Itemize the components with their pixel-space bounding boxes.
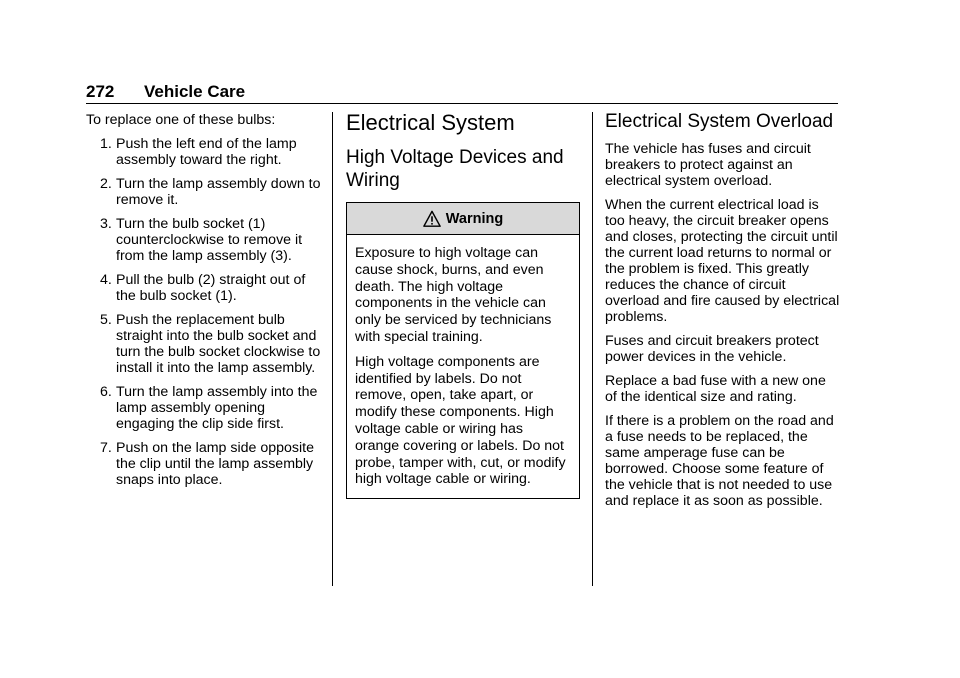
- step-text: Turn the lamp assembly down to remove it.: [116, 176, 321, 208]
- warning-paragraph: High voltage components are identified by labels. Do not remove, open, take apart, or modify these components. High voltage cable or wiring has orange covering or labels. Do not probe, tamper with, cut, or modify high voltage cable or wiring.: [355, 353, 566, 488]
- warning-title: Warning: [445, 210, 504, 227]
- list-item: [86, 384, 326, 432]
- column-divider: [592, 112, 593, 586]
- list-item: [86, 136, 326, 168]
- warning-paragraph: Exposure to high voltage can cause shock, burns, and even death. The high voltage components in the vehicle can only be serviced by technicians with special training.: [355, 245, 552, 345]
- column-bulb-replacement: [86, 112, 326, 496]
- warning-body: [347, 235, 579, 498]
- step-text: Push the left end of the lamp assembly toward the right.: [116, 136, 297, 168]
- subsection-heading: Electrical System Overload: [605, 111, 834, 132]
- step-number: 1.: [100, 136, 112, 152]
- step-text: Push on the lamp side opposite the clip until the lamp assembly snaps into place.: [116, 440, 314, 488]
- steps-list: [86, 136, 326, 488]
- step-text: Pull the bulb (2) straight out of the bulb socket (1).: [116, 272, 306, 304]
- list-item: [86, 176, 326, 208]
- section-heading: Electrical System: [346, 110, 515, 135]
- page-number: 272: [86, 82, 115, 101]
- column-electrical-overload: [605, 110, 841, 517]
- step-number: 2.: [100, 176, 112, 192]
- column-electrical-system: [346, 110, 580, 499]
- warning-header: [347, 203, 579, 235]
- steps-intro: To replace one of these bulbs:: [86, 112, 276, 128]
- step-number: 3.: [100, 216, 112, 232]
- list-item: [86, 312, 326, 376]
- list-item: [86, 216, 326, 264]
- section-title: Vehicle Care: [144, 82, 246, 101]
- body-paragraph: If there is a problem on the road and a fuse needs to be replaced, the same amperage fuse can be borrowed. Choose some feature of the vehicle that is not needed to use and replace it as soon as possible.: [605, 413, 834, 509]
- body-paragraph: Fuses and circuit breakers protect power devices in the vehicle.: [605, 333, 819, 365]
- step-text: Turn the lamp assembly into the lamp assembly opening engaging the clip side first.: [116, 384, 318, 432]
- step-number: 7.: [100, 440, 112, 456]
- step-text: Turn the bulb socket (1) counterclockwise to remove it from the lamp assembly (3).: [116, 216, 303, 264]
- warning-box: [346, 202, 580, 499]
- header-rule: [86, 103, 838, 104]
- column-divider: [332, 112, 333, 586]
- body-paragraph: The vehicle has fuses and circuit breakers to protect against an electrical system overload.: [605, 141, 811, 189]
- step-number: 6.: [100, 384, 112, 400]
- body-paragraph: When the current electrical load is too heavy, the circuit breaker opens and closes, protecting the circuit until the current load returns to normal or the problem is fixed. This greatly reduces the chance of circuit overload and fire caused by electrical problems.: [605, 197, 840, 325]
- page-header: [86, 82, 838, 104]
- body-paragraph: Replace a bad fuse with a new one of the identical size and rating.: [605, 373, 826, 405]
- step-number: 4.: [100, 272, 112, 288]
- list-item: [86, 440, 326, 488]
- warning-triangle-icon: [423, 210, 441, 228]
- list-item: [86, 272, 326, 304]
- subsection-heading: High Voltage Devices and Wiring: [346, 147, 564, 191]
- step-number: 5.: [100, 312, 112, 328]
- step-text: Push the replacement bulb straight into the bulb socket and turn the bulb socket clockwise to install it into the lamp assembly.: [116, 312, 321, 376]
